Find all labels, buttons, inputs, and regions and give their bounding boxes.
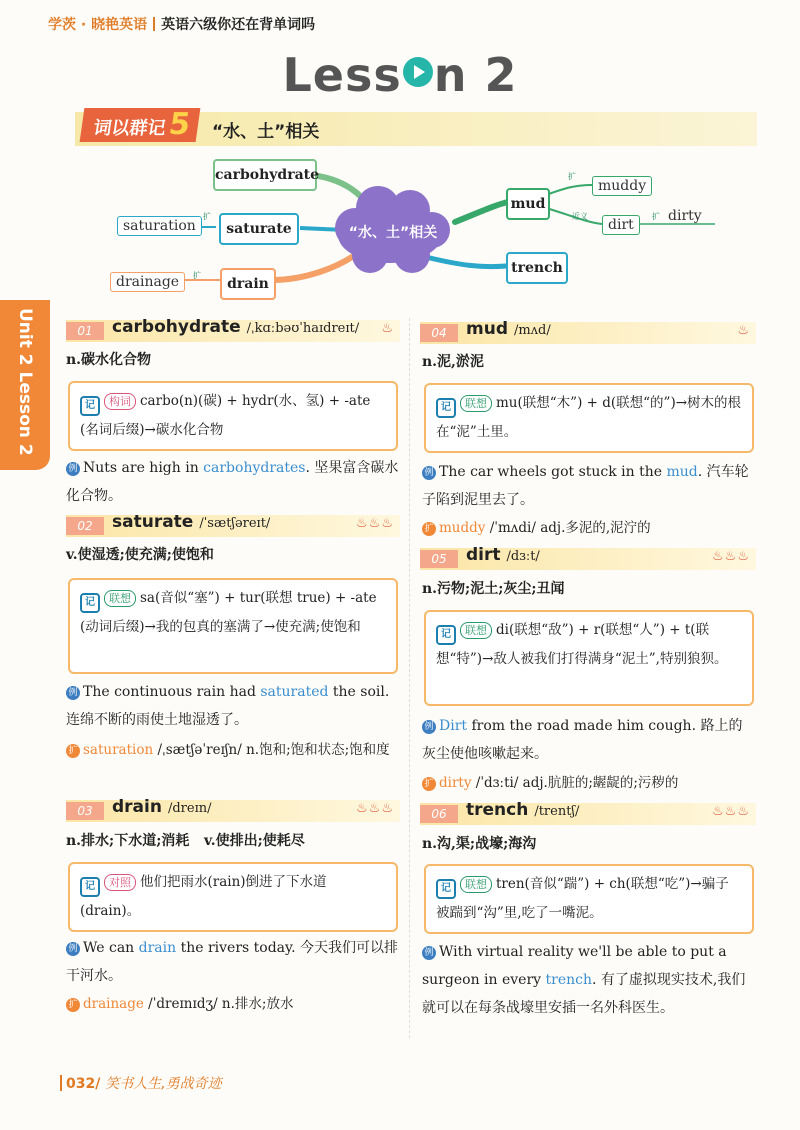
- importance-icon: ♨: [737, 323, 750, 338]
- side-tab-lesson: Lesson 2: [15, 371, 35, 456]
- memory-label: 联想: [460, 876, 492, 893]
- memory-box: [424, 383, 754, 453]
- entry-phonetic: /dɜːt/: [506, 549, 540, 564]
- importance-icon: ♨♨♨: [356, 801, 394, 816]
- entry-word: dirt /dɜːt/: [466, 545, 540, 565]
- entry-number: 03: [66, 802, 104, 820]
- example-icon: 例: [422, 466, 436, 480]
- entry-meaning: n.排水;下水道;消耗 v.使排出;使耗尽: [66, 833, 305, 849]
- entry-header: [420, 800, 756, 825]
- leaf-dirt: dirt: [602, 215, 640, 235]
- tag-syn-dirt: 近义: [572, 212, 588, 221]
- example-icon: 例: [66, 686, 80, 700]
- importance-icon: ♨: [381, 321, 394, 336]
- entry-number: 05: [420, 550, 458, 568]
- entry-header: [420, 545, 756, 570]
- entry-header: [420, 319, 756, 344]
- entry-header: [66, 317, 400, 342]
- entry-meaning: n.污物;泥土;灰尘;丑闻: [422, 581, 565, 597]
- extension: 扩 dirty /ˈdɜːti/ adj.肮脏的;龌龊的;污秽的: [422, 769, 756, 797]
- extension: 扩 muddy /ˈmʌdi/ adj.多泥的,泥泞的: [422, 514, 756, 542]
- page-number: 032: [66, 1076, 96, 1092]
- entry-meaning: n.泥,淤泥: [422, 354, 484, 370]
- extension-icon: 扩: [422, 777, 436, 791]
- entry-word: trench /trentʃ/: [466, 800, 580, 820]
- group-badge-label: 词以群记: [92, 118, 167, 139]
- node-saturate: saturate: [219, 213, 299, 245]
- play-icon[interactable]: [403, 57, 433, 87]
- memory-label: 联想: [460, 622, 492, 639]
- entry-word: saturate /ˈsætʃəreɪt/: [112, 512, 271, 532]
- leaf-dirty: dirty: [668, 208, 702, 224]
- extension-icon: 扩: [66, 998, 80, 1012]
- memory-box: [68, 862, 398, 932]
- extension-icon: 扩: [66, 744, 80, 758]
- example: 例 With virtual reality we'll be able to put a surgeon in every trench. 有了虚拟现实技术,我们就可以在每条战壕里安插一名外科医生。: [422, 944, 746, 1016]
- node-drain: drain: [220, 268, 276, 300]
- entry-meaning: v.使湿透;使充满;使饱和: [66, 547, 214, 563]
- side-tab: [0, 300, 50, 470]
- column-divider: [409, 318, 411, 1038]
- entry-phonetic: /dreɪn/: [167, 801, 212, 816]
- memory-icon: 记: [80, 593, 100, 613]
- footer-motto: 笑书人生,勇战奇迹: [105, 1076, 222, 1092]
- example: 例 Dirt from the road made him cough. 路上的灰尘使他咳嗽起来。: [422, 718, 743, 762]
- memory-icon: 记: [436, 625, 456, 645]
- node-mud: mud: [506, 188, 550, 220]
- memory-icon: 记: [80, 877, 100, 897]
- leaf-drainage: drainage: [110, 272, 185, 292]
- entry-header: [66, 797, 400, 822]
- example: 例 The continuous rain had saturated the soil. 连绵不断的雨使土地湿透了。: [66, 684, 390, 728]
- example-icon: 例: [422, 946, 436, 960]
- brand-name: 学茨 · 晓艳英语: [48, 17, 148, 33]
- entry-phonetic: /mʌd/: [514, 323, 551, 338]
- lesson-title-start: Less: [282, 48, 402, 102]
- memory-label: 联想: [460, 395, 492, 412]
- example-icon: 例: [66, 462, 80, 476]
- importance-icon: ♨♨♨: [712, 549, 750, 564]
- entry-number: 02: [66, 517, 104, 535]
- memory-box: [68, 381, 398, 451]
- memory-box: [424, 864, 754, 934]
- example-icon: 例: [422, 720, 436, 734]
- series-title: 英语六级你还在背单词吗: [161, 17, 316, 33]
- entry-header: [66, 512, 400, 537]
- entry-phonetic: /ˌkɑːbəʊˈhaɪdreɪt/: [246, 321, 360, 336]
- importance-icon: ♨♨♨: [356, 516, 394, 531]
- page-footer: 032/ 笑书人生,勇战奇迹: [60, 1073, 222, 1093]
- entry-phonetic: /ˈsætʃəreɪt/: [199, 516, 271, 531]
- node-trench: trench: [506, 252, 568, 284]
- header-divider: [153, 17, 155, 31]
- footer-bar: [60, 1075, 62, 1091]
- group-badge: [80, 108, 201, 142]
- extension: 扩 drainage /ˈdreɪnɪdʒ/ n.排水;放水: [66, 990, 400, 1018]
- group-title: “水、土”相关: [212, 122, 320, 142]
- memory-text: mu(联想“木”) + d(联想“的”)→树木的根在“泥”土里。: [436, 395, 742, 440]
- entry-number: 04: [420, 324, 458, 342]
- node-carbohydrate: carbohydrate: [213, 159, 317, 191]
- memory-box: [68, 578, 398, 674]
- mindmap-center-label: “水、土”相关: [348, 225, 438, 241]
- memory-text: di(联想“敌”) + r(联想“人”) + t(联想“特”)→敌人被我们打得满身“泥土”,特别狼狈。: [436, 622, 728, 667]
- memory-box: [424, 610, 754, 706]
- memory-label: 联想: [104, 590, 136, 607]
- tag-ext-muddy: 扩: [568, 172, 576, 181]
- entry-number: 06: [420, 805, 458, 823]
- lesson-title: [0, 48, 800, 102]
- memory-icon: 记: [80, 396, 100, 416]
- entry-word: mud /mʌd/: [466, 319, 551, 339]
- entry-number: 01: [66, 322, 104, 340]
- tag-ext-saturation: 扩: [203, 212, 211, 221]
- extension: 扩 saturation /ˌsætʃəˈreɪʃn/ n.饱和;饱和状态;饱和度: [66, 736, 400, 764]
- memory-label: 构词: [104, 393, 136, 410]
- page-header: [48, 14, 315, 34]
- importance-icon: ♨♨♨: [712, 804, 750, 819]
- side-tab-unit: Unit 2: [15, 308, 35, 366]
- group-badge-number: 5: [166, 107, 193, 142]
- tag-ext-dirty: 扩: [652, 212, 660, 221]
- entry-meaning: n.碳水化合物: [66, 352, 152, 368]
- entry-word: drain /dreɪn/: [112, 797, 212, 817]
- memory-icon: 记: [436, 398, 456, 418]
- example: 例 Nuts are high in carbohydrates. 坚果富含碳水化合物。: [66, 460, 399, 504]
- tag-ext-drainage: 扩: [193, 271, 201, 280]
- memory-text: 他们把雨水(rain)倒进了下水道(drain)。: [80, 874, 327, 919]
- extension-icon: 扩: [422, 522, 436, 536]
- entry-phonetic: /trentʃ/: [534, 804, 580, 819]
- entry-word: carbohydrate /ˌkɑːbəʊˈhaɪdreɪt/: [112, 317, 360, 337]
- lesson-title-end: n 2: [433, 48, 518, 102]
- memory-text: carbo(n)(碳) + hydr(水、氢) + -ate (名词后缀)→碳水化合物: [80, 393, 371, 438]
- memory-text: sa(音似“塞”) + tur(联想 true) + -ate (动词后缀)→我的包真的塞满了→使充满;使饱和: [80, 590, 377, 635]
- memory-label: 对照: [104, 874, 136, 891]
- memory-icon: 记: [436, 879, 456, 899]
- leaf-saturation: saturation: [117, 216, 202, 236]
- leaf-muddy: muddy: [592, 176, 652, 196]
- example: 例 We can drain the rivers today. 今天我们可以排干河水。: [66, 940, 398, 984]
- memory-text: tren(音似“踹”) + ch(联想“吃”)→骗子被踹到“沟”里,吃了一嘴泥。: [436, 876, 729, 921]
- example: 例 The car wheels got stuck in the mud. 汽车轮子陷到泥里去了。: [422, 464, 749, 508]
- example-icon: 例: [66, 942, 80, 956]
- entry-meaning: n.沟,渠;战壕;海沟: [422, 836, 537, 852]
